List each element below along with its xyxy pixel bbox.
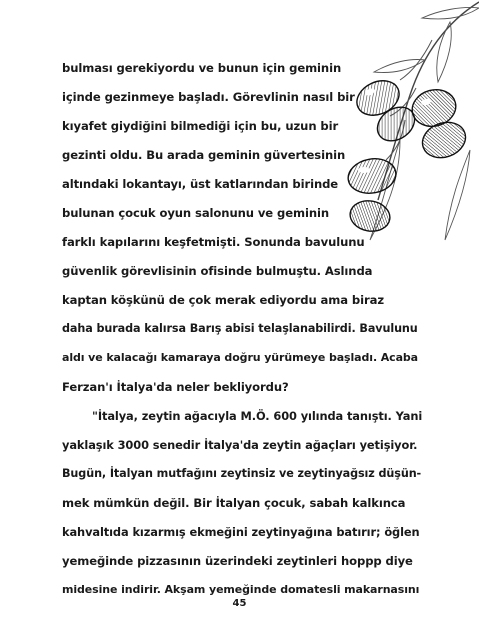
text-line: mek mümkün değil. Bir İtalyan çocuk, sabah kalkınca (62, 496, 406, 510)
text-line: farklı kapılarını keşfetmişti. Sonunda bavulunu (62, 235, 365, 249)
text-line: kıyafet giydiğini bilmediği için bu, uzun bir (62, 119, 339, 133)
text-line: kahvaltıda kızarmış ekmeğini zeytinyağına batırır; öğlen (62, 525, 420, 539)
text-line: bulması gerekiyordu ve bunun için geminin (62, 61, 342, 75)
text-line: altındaki lokantayı, üst katlarından birinde (62, 177, 339, 191)
text-line: gezinti oldu. Bu arada geminin güvertesinin (62, 148, 346, 162)
text-line: yemeğinde pizzasının üzerindeki zeytinleri hoppp diye (62, 554, 413, 568)
text-line: midesine indirir. Akşam yemeğinde domatesli makarnasını (62, 583, 420, 596)
text-line: içinde gezinmeye başladı. Görevlinin nasıl bir (62, 90, 355, 104)
olive-branch-illustration (330, 0, 479, 260)
text-line: "İtalya, zeytin ağacıyla M.Ö. 600 yılında tanıştı. Yani (92, 409, 423, 423)
text-line: yaklaşık 3000 senedir İtalya'da zeytin ağaçları yetişiyor. (62, 438, 418, 452)
text-line: aldı ve kalacağı kamaraya doğru yürümeye başladı. Acaba (62, 351, 419, 364)
text-line: kaptan köşkünü de çok merak ediyordu ama biraz (62, 293, 384, 307)
text-line: daha burada kalırsa Barış abisi telaşlanabilirdi. Bavulunu (62, 322, 418, 335)
text-line: Bugün, İtalyan mutfağını zeytinsiz ve zeytinyağsız düşün- (62, 467, 422, 480)
text-line: bulunan çocuk oyun salonunu ve geminin (62, 206, 329, 220)
text-line: Ferzan'ı İtalya'da neler bekliyordu? (62, 380, 289, 394)
text-line: güvenlik görevlisinin ofisinde bulmuştu. Aslında (62, 264, 373, 278)
page-number: 45 (232, 598, 247, 609)
